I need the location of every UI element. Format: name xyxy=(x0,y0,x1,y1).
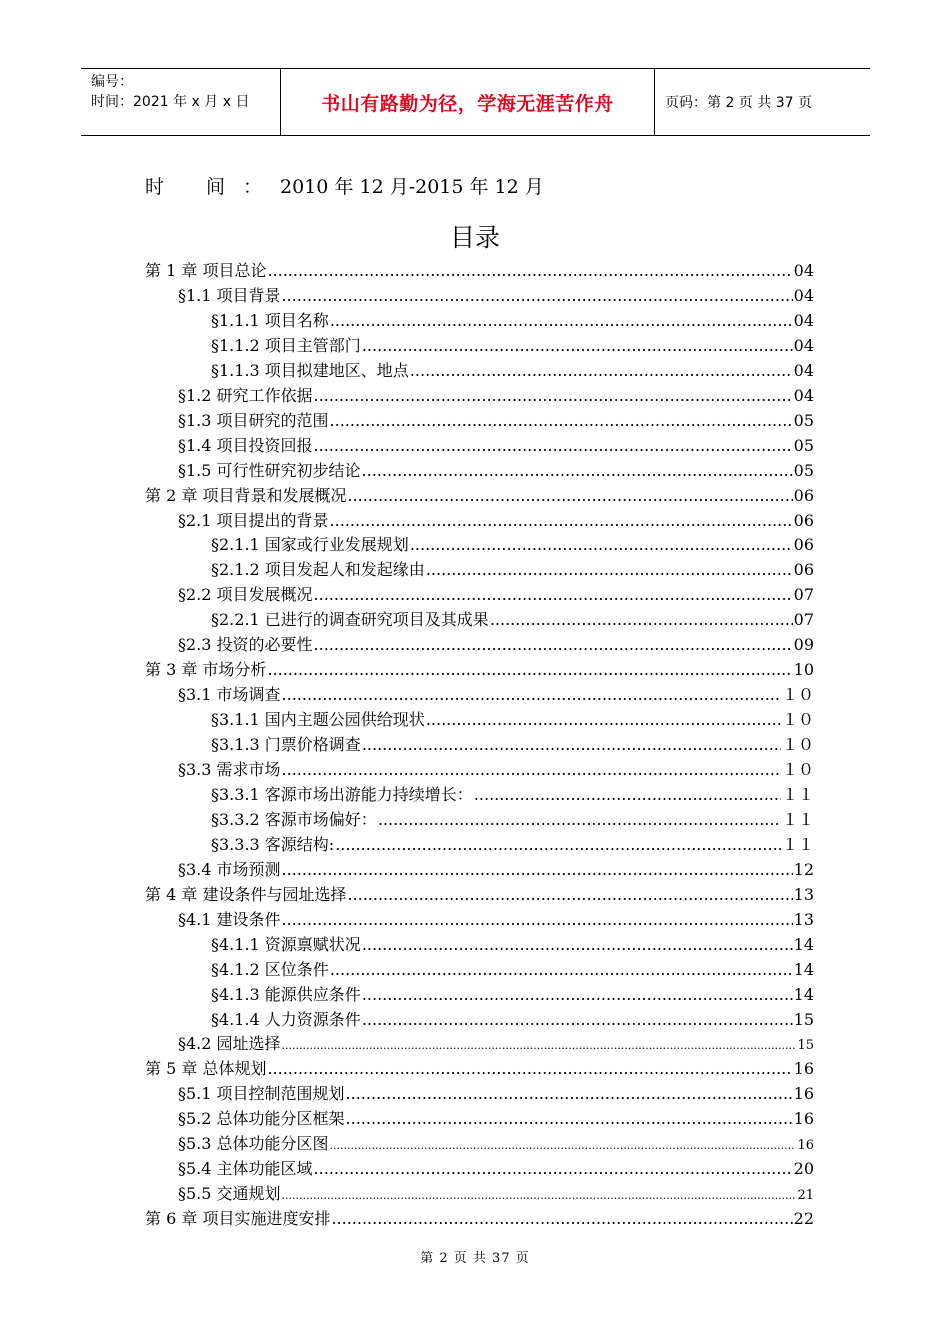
toc-entry[interactable] xyxy=(178,1181,814,1206)
toc-entry-title: §3.3.3 客源结构: xyxy=(211,834,335,854)
header-motto: 书山有路勤为径，学海无涯苦作舟 xyxy=(321,92,614,115)
toc-entry[interactable] xyxy=(178,857,814,882)
toc-leader-dots xyxy=(410,535,793,554)
toc-leader-dots xyxy=(346,1084,793,1103)
toc-leader-dots xyxy=(426,710,781,729)
project-period-label: 时 间： xyxy=(145,176,281,198)
toc-leader-dots xyxy=(282,685,781,704)
toc-entry-title: §4.1.3 能源供应条件 xyxy=(211,984,361,1004)
toc-entry-title: §4.1.1 资源禀赋状况 xyxy=(211,934,361,954)
toc-leader-dots xyxy=(362,985,793,1004)
toc-leader-dots xyxy=(330,1139,797,1152)
toc-leader-dots xyxy=(347,486,792,505)
toc-entry-title: §2.3 投资的必要性 xyxy=(178,635,313,655)
toc-leader-dots xyxy=(314,635,793,654)
toc-entry-title: §1.5 可行性研究初步结论 xyxy=(178,460,361,480)
toc-entry-title: §3.3.1 客源市场出游能力持续增长： xyxy=(211,784,473,804)
header-motto-cell xyxy=(281,69,655,135)
toc-entry-title: §5.5 交通规划 xyxy=(178,1184,281,1204)
toc-entry[interactable] xyxy=(145,258,814,283)
toc-entry-title: 第 5 章 总体规划 xyxy=(145,1059,267,1079)
toc-entry-title: §2.2.1 已进行的调查研究项目及其成果 xyxy=(211,610,489,630)
toc-entry-page: 04 xyxy=(793,385,814,405)
toc-leader-dots xyxy=(267,660,792,679)
toc-entry-title: §2.2 项目发展概况 xyxy=(178,585,313,605)
toc-entry[interactable] xyxy=(211,532,814,557)
toc-entry-page: 06 xyxy=(793,535,814,555)
toc-entry-title: §1.1.2 项目主管部门 xyxy=(211,335,361,355)
toc-entry-page: 04 xyxy=(793,335,814,355)
toc-entry-page: 10 xyxy=(793,660,814,680)
toc-entry-title: §3.3.2 客源市场偏好： xyxy=(211,809,377,829)
toc-entry-title: §2.1.2 项目发起人和发起缘由 xyxy=(211,560,425,580)
header-page-number: 页码：第 2 页 共 37 页 xyxy=(665,95,812,111)
toc-entry-title: §3.3 需求市场 xyxy=(178,760,281,779)
toc-leader-dots xyxy=(410,361,793,380)
toc-entry-page: 04 xyxy=(793,310,814,330)
toc-entry-page: 16 xyxy=(793,1084,814,1104)
document-number-label: 编号： xyxy=(91,74,133,90)
toc-entry-page: 04 xyxy=(793,261,814,280)
toc-entry[interactable] xyxy=(145,1206,814,1231)
toc-entry-page: １１ xyxy=(781,784,814,804)
toc-entry-title: §3.1.3 门票价格调查 xyxy=(211,735,361,755)
toc-leader-dots xyxy=(267,261,792,280)
toc-entry-title: §4.2 园址选择 xyxy=(178,1034,281,1054)
toc-entry-title: 第 2 章 项目背景和发展概况 xyxy=(145,485,347,505)
toc-entry-page: 04 xyxy=(793,360,814,380)
toc-leader-dots xyxy=(282,860,793,879)
toc-leader-dots xyxy=(314,386,793,405)
toc-leader-dots xyxy=(490,610,793,629)
toc-entry-page: 13 xyxy=(793,909,814,929)
toc-entry-title: §5.1 项目控制范围规划 xyxy=(178,1084,345,1104)
toc-entry[interactable] xyxy=(211,557,814,582)
toc-entry[interactable] xyxy=(178,1156,814,1181)
toc-leader-dots xyxy=(362,461,793,480)
header-meta-cell xyxy=(81,69,281,135)
project-period xyxy=(145,172,544,199)
toc-leader-dots xyxy=(331,1209,792,1228)
toc-leader-dots xyxy=(474,785,781,804)
toc-leader-dots xyxy=(282,286,793,305)
toc-entry-page: 09 xyxy=(793,635,814,655)
toc-entry-title: §3.4 市场预测 xyxy=(178,859,281,879)
toc-title: 目录 xyxy=(449,223,500,252)
toc-leader-dots xyxy=(426,560,793,579)
toc-entry-title: §4.1 建设条件 xyxy=(178,909,281,929)
toc-entry[interactable] xyxy=(211,807,814,832)
toc-leader-dots xyxy=(362,935,793,954)
toc-entry-page: 16 xyxy=(797,1138,814,1154)
toc-leader-dots xyxy=(282,910,793,929)
toc-leader-dots xyxy=(314,1159,793,1178)
toc-entry[interactable] xyxy=(211,832,814,857)
toc-leader-dots xyxy=(335,835,781,854)
toc-entry-page: 15 xyxy=(793,1009,814,1029)
toc-entry-page: 14 xyxy=(793,984,814,1004)
toc-entry-title: §2.1.1 国家或行业发展规划 xyxy=(211,535,409,555)
toc-entry[interactable] xyxy=(178,433,814,458)
toc-entry-page: 05 xyxy=(793,410,814,430)
toc-leader-dots xyxy=(282,1189,797,1202)
toc-entry-title: 第 6 章 项目实施进度安排 xyxy=(145,1209,331,1229)
toc-entry[interactable] xyxy=(178,283,814,308)
toc-entry-title: §3.1.1 国内主题公园供给现状 xyxy=(211,710,425,730)
toc-leader-dots xyxy=(330,511,793,530)
toc-entry[interactable] xyxy=(211,707,814,732)
page-footer: 第 2 页 共 37 页 xyxy=(420,1251,530,1266)
toc-entry[interactable] xyxy=(211,982,814,1007)
toc-leader-dots xyxy=(347,885,792,904)
toc-leader-dots xyxy=(282,760,781,779)
toc-entry-page: １０ xyxy=(781,760,814,779)
toc-entry-title: 第 1 章 项目总论 xyxy=(145,261,267,280)
toc-entry-page: 14 xyxy=(793,934,814,954)
toc-entry[interactable] xyxy=(178,582,814,607)
toc-entry-page: 16 xyxy=(793,1059,814,1079)
toc-leader-dots xyxy=(362,1010,793,1029)
toc-leader-dots xyxy=(330,311,793,330)
toc-entry[interactable] xyxy=(211,932,814,957)
toc-entry[interactable] xyxy=(211,607,814,632)
toc-entry[interactable] xyxy=(178,907,814,932)
toc-leader-dots xyxy=(346,1109,793,1128)
toc-leader-dots xyxy=(314,585,793,604)
toc-entry-title: §1.1.3 项目拟建地区、地点 xyxy=(211,360,409,380)
document-date: 时间：2021 年 x 月 x 日 xyxy=(91,94,250,110)
toc-entry-page: 06 xyxy=(793,485,814,505)
toc-entry[interactable] xyxy=(178,632,814,657)
toc-entry-title: §2.1 项目提出的背景 xyxy=(178,510,329,530)
toc-entry-page: １１ xyxy=(781,809,814,829)
toc-entry-title: §4.1.2 区位条件 xyxy=(211,959,329,979)
toc-entry-title: §4.1.4 人力资源条件 xyxy=(211,1009,361,1029)
toc-entry[interactable] xyxy=(178,458,814,483)
toc-entry[interactable] xyxy=(145,483,814,508)
toc-entry-page: 07 xyxy=(793,610,814,630)
toc-entry[interactable] xyxy=(178,508,814,533)
toc-entry-page: １０ xyxy=(781,710,814,730)
toc-entry-page: 15 xyxy=(797,1038,814,1054)
page-header xyxy=(81,68,870,136)
toc-leader-dots xyxy=(330,960,793,979)
toc-entry[interactable] xyxy=(211,308,814,333)
toc-entry-page: １０ xyxy=(781,735,814,755)
toc-entry-title: 第 4 章 建设条件与园址选择 xyxy=(145,884,347,904)
toc-entry[interactable] xyxy=(145,657,814,682)
toc-entry-title: §1.1 项目背景 xyxy=(178,285,281,305)
toc-entry-title: 第 3 章 市场分析 xyxy=(145,660,267,680)
toc-entry[interactable] xyxy=(178,408,814,433)
toc-entry-page: 21 xyxy=(797,1188,814,1204)
header-page-cell xyxy=(655,69,870,135)
toc-entry-page: 16 xyxy=(793,1109,814,1129)
toc-entry[interactable] xyxy=(145,1056,814,1081)
toc-entry[interactable] xyxy=(211,1007,814,1032)
toc-entry[interactable] xyxy=(145,882,814,907)
toc-leader-dots xyxy=(378,810,781,829)
toc-entry[interactable] xyxy=(178,682,814,707)
toc-entry[interactable] xyxy=(178,1081,814,1106)
toc-entry-title: §5.4 主体功能区域 xyxy=(178,1159,313,1179)
toc-entry[interactable] xyxy=(178,1131,814,1156)
toc-entry[interactable] xyxy=(211,333,814,358)
toc-entry-title: §1.1.1 项目名称 xyxy=(211,310,329,330)
toc-leader-dots xyxy=(267,1059,792,1078)
toc-entry[interactable] xyxy=(211,782,814,807)
toc-leader-dots xyxy=(362,735,781,754)
project-period-value: 2010 年 12 月-2015 年 12 月 xyxy=(280,176,544,198)
toc-entry-page: 12 xyxy=(793,859,814,879)
toc-entry[interactable] xyxy=(178,383,814,408)
toc-entry-page: 06 xyxy=(793,510,814,530)
toc-entry-title: §1.2 研究工作依据 xyxy=(178,385,313,405)
toc-entry-page: 07 xyxy=(793,585,814,605)
toc-entry[interactable] xyxy=(178,1031,814,1056)
toc-entry-page: 20 xyxy=(793,1159,814,1179)
toc-entry[interactable] xyxy=(178,1106,814,1131)
toc-leader-dots xyxy=(282,1039,797,1052)
toc-entry-page: 05 xyxy=(793,435,814,455)
toc-entry-page: １１ xyxy=(781,834,814,854)
toc-entry[interactable] xyxy=(211,358,814,383)
toc-entry-page: １０ xyxy=(781,685,814,705)
toc-entry-title: §5.3 总体功能分区图 xyxy=(178,1134,329,1154)
toc-entry-page: 05 xyxy=(793,460,814,480)
toc-entry-title: §1.3 项目研究的范围 xyxy=(178,410,329,430)
toc-entry[interactable] xyxy=(178,757,814,782)
toc-entry[interactable] xyxy=(211,732,814,757)
toc-entry-title: §5.2 总体功能分区框架 xyxy=(178,1109,345,1129)
toc-leader-dots xyxy=(314,436,793,455)
toc-entry-page: 22 xyxy=(793,1209,814,1229)
toc-entry-page: 14 xyxy=(793,959,814,979)
toc-leader-dots xyxy=(330,411,793,430)
toc-entry-title: §1.4 项目投资回报 xyxy=(178,435,313,455)
toc-entry-page: 04 xyxy=(793,285,814,305)
toc-entry-title: §3.1 市场调查 xyxy=(178,685,281,705)
toc-entry-page: 06 xyxy=(793,560,814,580)
toc-entry-page: 13 xyxy=(793,884,814,904)
toc-entry[interactable] xyxy=(211,957,814,982)
toc-leader-dots xyxy=(362,336,793,355)
